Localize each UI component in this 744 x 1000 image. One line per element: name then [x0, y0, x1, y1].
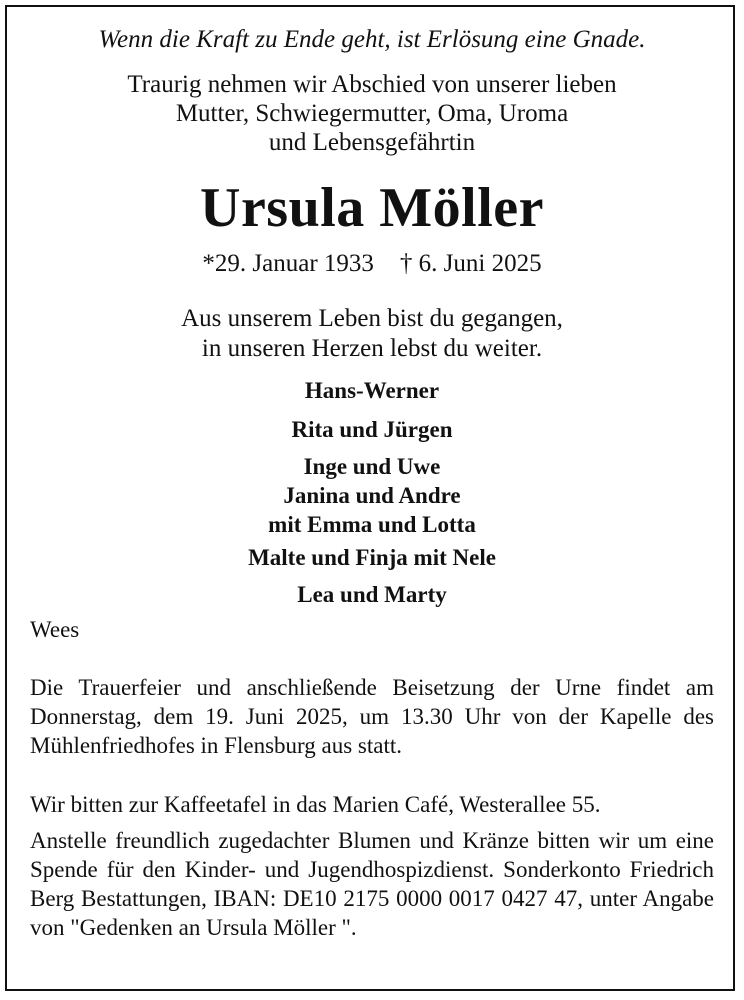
intro-line: und Lebensgefährtin [268, 129, 476, 156]
family-member: Inge und Uwe [303, 454, 441, 479]
death-date: † 6. Juni 2025 [399, 250, 542, 277]
deceased-name: Ursula Möller [200, 177, 544, 239]
life-dates [0, 248, 744, 280]
verse-line: in unseren Herzen lebst du weiter. [201, 335, 543, 362]
intro-text [0, 70, 744, 157]
memorial-verse [0, 304, 744, 364]
verse-line: Aus unserem Leben bist du gegangen, [181, 305, 563, 332]
donation-request: Anstelle freundlich zugedachter Blumen und Kränze bitten wir um eine Spende für den Kinder- und Jugendhospizdienst. Sonderkonto Friedrich Berg Bestattungen, IBAN: DE10 2175 0000 0017 0427 47, unter Angabe von "Gedenken an Ursula Möller ". [30, 828, 714, 940]
place-of-residence: Wees [30, 617, 80, 642]
family-member: Lea und Marty [297, 582, 447, 607]
family-member: Hans-Werner [304, 378, 440, 403]
motto: Wenn die Kraft zu Ende geht, ist Erlösung eine Gnade. [98, 26, 646, 53]
funeral-service-details: Die Trauerfeier und anschließende Beisetzung der Urne findet am Donnerstag, dem 19. Juni 2025, um 13.30 Uhr von der Kapelle des Mühlenfriedhofes in Flensburg aus statt. [30, 675, 714, 758]
birth-date: *29. Januar 1933 [202, 250, 374, 277]
coffee-reception-note: Wir bitten zur Kaffeetafel in das Marien Café, Westerallee 55. [30, 792, 601, 817]
family-member: mit Emma und Lotta [268, 512, 476, 537]
intro-line: Mutter, Schwiegermutter, Oma, Uroma [175, 100, 569, 127]
family-member: Janina und Andre [283, 483, 461, 508]
family-member: Rita und Jürgen [291, 417, 453, 442]
intro-line: Traurig nehmen wir Abschied von unserer lieben [127, 71, 617, 98]
family-member: Malte und Finja mit Nele [248, 545, 496, 570]
